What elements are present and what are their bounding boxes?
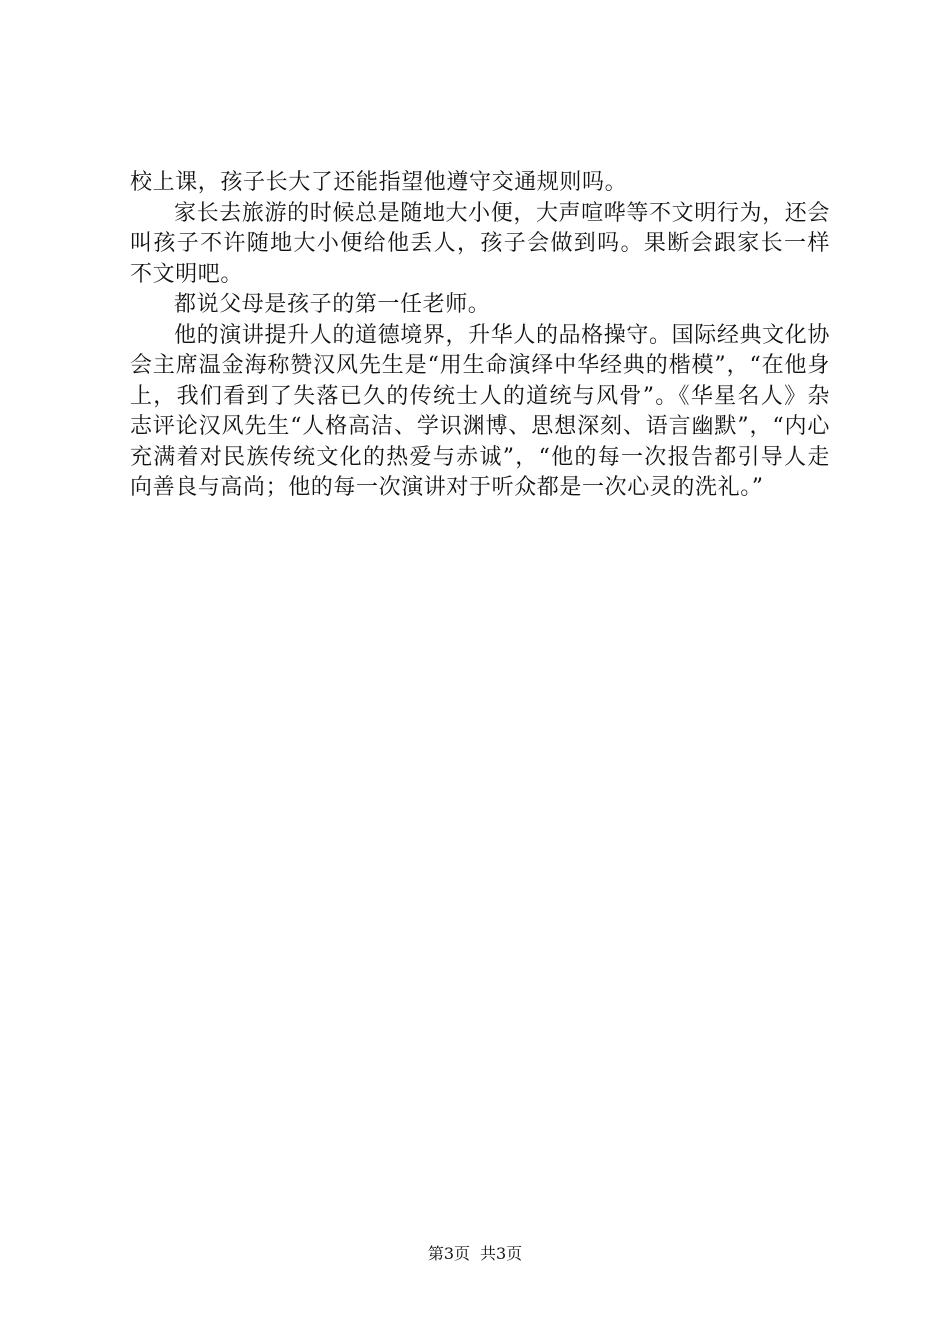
page-footer bbox=[0, 1244, 950, 1264]
paragraph-continuation: 校上课，孩子长大了还能指望他遵守交通规则吗。 bbox=[130, 170, 628, 195]
page-total: 共3页 bbox=[480, 1244, 523, 1263]
document-body bbox=[130, 168, 830, 504]
paragraph-first-teacher: 都说父母是孩子的第一任老师。 bbox=[174, 292, 491, 317]
paragraph-travel-behavior: 家长去旅游的时候总是随地大小便，大声喧哗等不文明行为，还会叫孩子不许随地大小便给他丢人，孩子会做到吗。果断会跟家长一样不文明吧。 bbox=[130, 200, 830, 287]
page-number: 第3页 bbox=[427, 1244, 470, 1263]
paragraph-speech-praise: 他的演讲提升人的道德境界，升华人的品格操守。国际经典文化协会主席温金海称赞汉风先生是“用生命演绎中华经典的楷模”，“在他身上，我们看到了失落已久的传统士人的道统与风骨”。《华星名人》杂志评论汉风先生“人格高洁、学识渊博、思想深刻、语言幽默”，“内心充满着对民族传统文化的热爱与赤诚”，“他的每一次报告都引导人走向善良与高尚；他的每一次演讲对于听众都是一次心灵的洗礼。” bbox=[130, 322, 830, 500]
